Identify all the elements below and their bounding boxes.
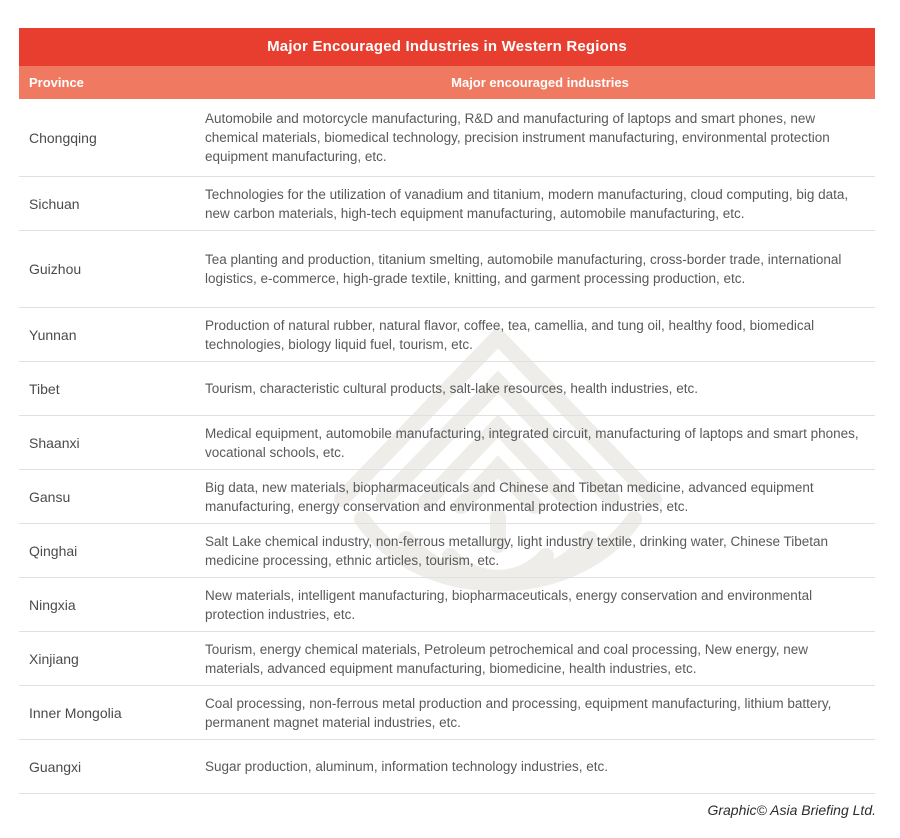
credit-text: Graphic© Asia Briefing Ltd. <box>707 802 876 818</box>
table-row <box>19 740 875 794</box>
table-column-headers <box>19 66 875 99</box>
industries-cell: Tourism, characteristic cultural products, salt-lake resources, health industries, etc. <box>205 381 698 396</box>
industries-cell: Big data, new materials, biopharmaceuticals and Chinese and Tibetan medicine, advanced equipment manufacturing, energy conservation and environmental protection industries, etc. <box>205 479 814 514</box>
province-cell: Inner Mongolia <box>29 704 122 721</box>
table-row <box>19 99 875 177</box>
column-header-industries: Major encouraged industries <box>451 75 629 90</box>
province-cell: Yunnan <box>29 326 77 343</box>
province-cell: Shaanxi <box>29 434 80 451</box>
province-cell: Guizhou <box>29 261 82 277</box>
table-title: Major Encouraged Industries in Western Regions <box>19 28 875 66</box>
table-row <box>19 362 875 416</box>
table-row <box>19 686 875 740</box>
industries-cell: Technologies for the utilization of vanadium and titanium, modern manufacturing, cloud computing, big data, new carbon materials, high-tech equipment manufacturing, automobile manufacturing, etc. <box>205 186 849 221</box>
industries-cell: Tourism, energy chemical materials, Petroleum petrochemical and coal processing, New energy, new materials, advanced equipment manufacturing, biomedicine, health industries, etc. <box>205 641 809 676</box>
industries-cell: Sugar production, aluminum, information technology industries, etc. <box>205 759 608 774</box>
province-cell: Ningxia <box>29 596 76 613</box>
table-row <box>19 578 875 632</box>
industries-table <box>19 28 875 794</box>
table-row <box>19 470 875 524</box>
table-row <box>19 231 875 308</box>
industries-cell: Tea planting and production, titanium smelting, automobile manufacturing, cross-border trade, international logistics, e-commerce, high-grade textile, knitting, and garment processing production, etc. <box>205 252 842 286</box>
table-row <box>19 177 875 231</box>
table-row <box>19 308 875 362</box>
province-cell: Chongqing <box>29 129 97 146</box>
column-header-province: Province <box>29 75 84 90</box>
table-body <box>19 99 875 794</box>
province-cell: Sichuan <box>29 195 80 212</box>
industries-cell: Production of natural rubber, natural flavor, coffee, tea, camellia, and tung oil, healthy food, biomedical technologies, biology liquid fuel, tourism, etc. <box>205 317 815 352</box>
industries-cell: Medical equipment, automobile manufacturing, integrated circuit, manufacturing of laptops and smart phones, vocational schools, etc. <box>205 425 859 460</box>
table-row <box>19 524 875 578</box>
province-cell: Gansu <box>29 488 71 505</box>
industries-cell: Coal processing, non-ferrous metal production and processing, equipment manufacturing, lithium battery, permanent magnet material industries, etc. <box>205 695 832 730</box>
province-cell: Tibet <box>29 380 60 397</box>
industries-cell: New materials, intelligent manufacturing, biopharmaceuticals, energy conservation and environmental protection industries, etc. <box>205 587 813 622</box>
province-cell: Xinjiang <box>29 650 79 667</box>
province-cell: Guangxi <box>29 758 82 775</box>
industries-cell: Salt Lake chemical industry, non-ferrous metallurgy, light industry textile, drinking water, Chinese Tibetan medicine processing, ethnic articles, tourism, etc. <box>205 533 829 568</box>
industries-cell: Automobile and motorcycle manufacturing, R&D and manufacturing of laptops and smart phones, new chemical materials, biomedical technology, precision instrument manufacturing, environmental protection equipment manufacturing, etc. <box>205 111 830 164</box>
table-row <box>19 632 875 686</box>
province-cell: Qinghai <box>29 542 78 559</box>
table-row <box>19 416 875 470</box>
